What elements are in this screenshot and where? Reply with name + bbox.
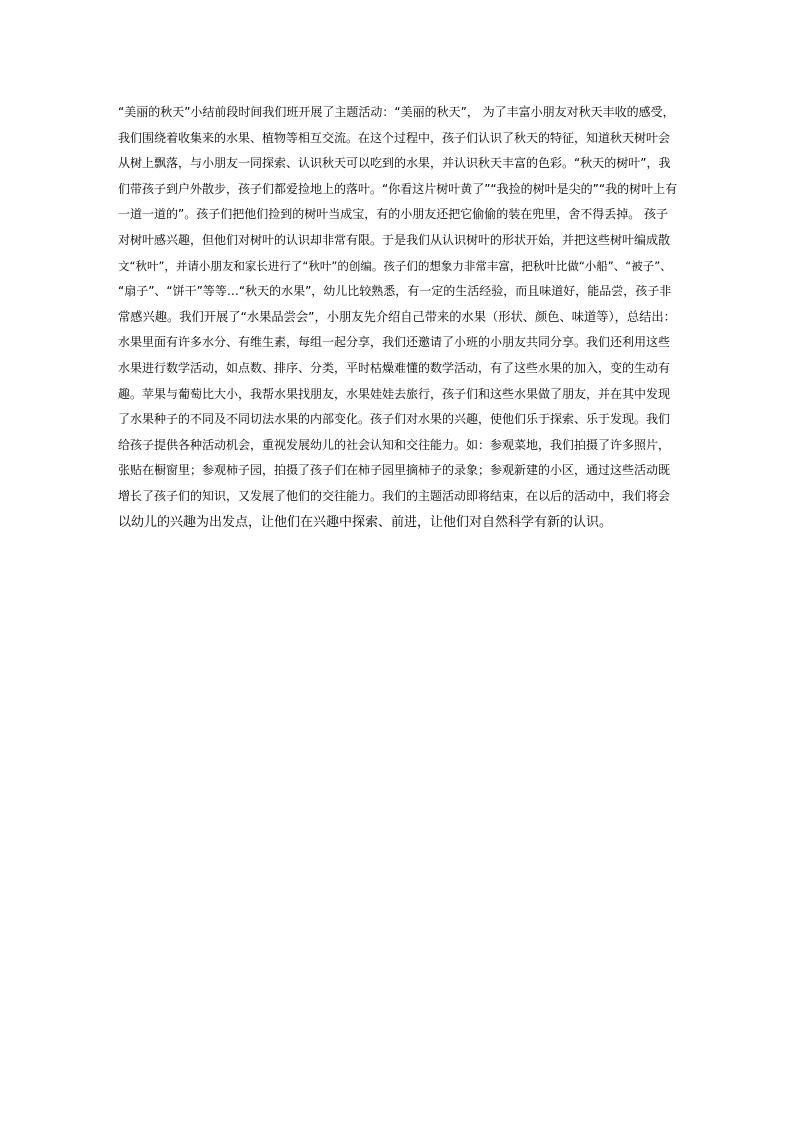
text-line: 对树叶感兴趣，但他们对树叶的认识却非常有限。于是我们从认识树叶的形状开始，并把这些树叶编成散 [118,232,671,247]
text-line: “美丽的秋天”小结前段时间我们班开展了主题活动：“美丽的秋天”， 为了丰富小朋友对秋天丰收的感受， [118,105,675,119]
text-line: 以幼儿的兴趣为出发点，让他们在兴趣中探索、前进，让他们对自然科学有新的认识。 [118,514,613,530]
text-line: 给孩子提供各种活动机会，重视发展幼儿的社会认知和交往能力。如：参观菜地，我们拍摄了许多照片， [118,437,671,452]
text-line: 常感兴趣。我们开展了“水果品尝会”，小朋友先介绍自己带来的水果（形状、颜色、味道等），总结出： [118,309,676,324]
text-line: 了水果种子的不同及不同切法水果的内部变化。孩子们对水果的兴趣，使他们乐于探索、乐于发现。我们 [118,412,671,427]
text-line: 趣。苹果与葡萄比大小，我帮水果找朋友，水果娃娃去旅行，孩子们和这些水果做了朋友，并在其中发现 [118,386,671,401]
text-line: 水果里面有许多水分、有维生素，每组一起分享，我们还邀请了小班的小朋友共同分享。我们还利用这些 [118,335,671,350]
text-line: “扇子”、“饼干”等等…“秋天的水果”，幼儿比较熟悉，有一定的生活经验，而且味道好，能品尝，孩子非 [118,284,672,299]
text-line: 从树上飘落，与小朋友一同探索、认识秋天可以吃到的水果，并认识秋天丰富的色彩。“秋天的树叶”，我 [118,156,671,171]
text-line: 张贴在橱窗里；参观柿子园，拍摄了孩子们在柿子园里摘柿子的录象；参观新建的小区，通过这些活动既 [118,463,671,478]
text-line: 增长了孩子们的知识，又发展了他们的交往能力。我们的主题活动即将结束，在以后的活动中，我们将会 [118,488,671,503]
text-line: 们带孩子到户外散步，孩子们都爱捡地上的落叶。“你看这片树叶黄了”“我捡的树叶是尖的”“我的树叶上有 [118,181,678,196]
text-line: 水果进行数学活动，如点数、排序、分类，平时枯燥难懂的数学活动，有了这些水果的加入，变的生动有 [118,360,671,375]
text-line: 一道一道的”。孩子们把他们捡到的树叶当成宝，有的小朋友还把它偷偷的装在兜里，舍不得丢掉。 孩子 [118,207,669,222]
text-line: 文“秋叶”，并请小朋友和家长进行了“秋叶”的创编。孩子们的想象力非常丰富，把秋叶比做“小船”、“被子”、 [118,258,672,273]
text-line: 我们围绕着收集来的水果、植物等相互交流。在这个过程中，孩子们认识了秋天的特征，知道秋天树叶会 [118,130,671,145]
body-paragraph [118,100,678,535]
